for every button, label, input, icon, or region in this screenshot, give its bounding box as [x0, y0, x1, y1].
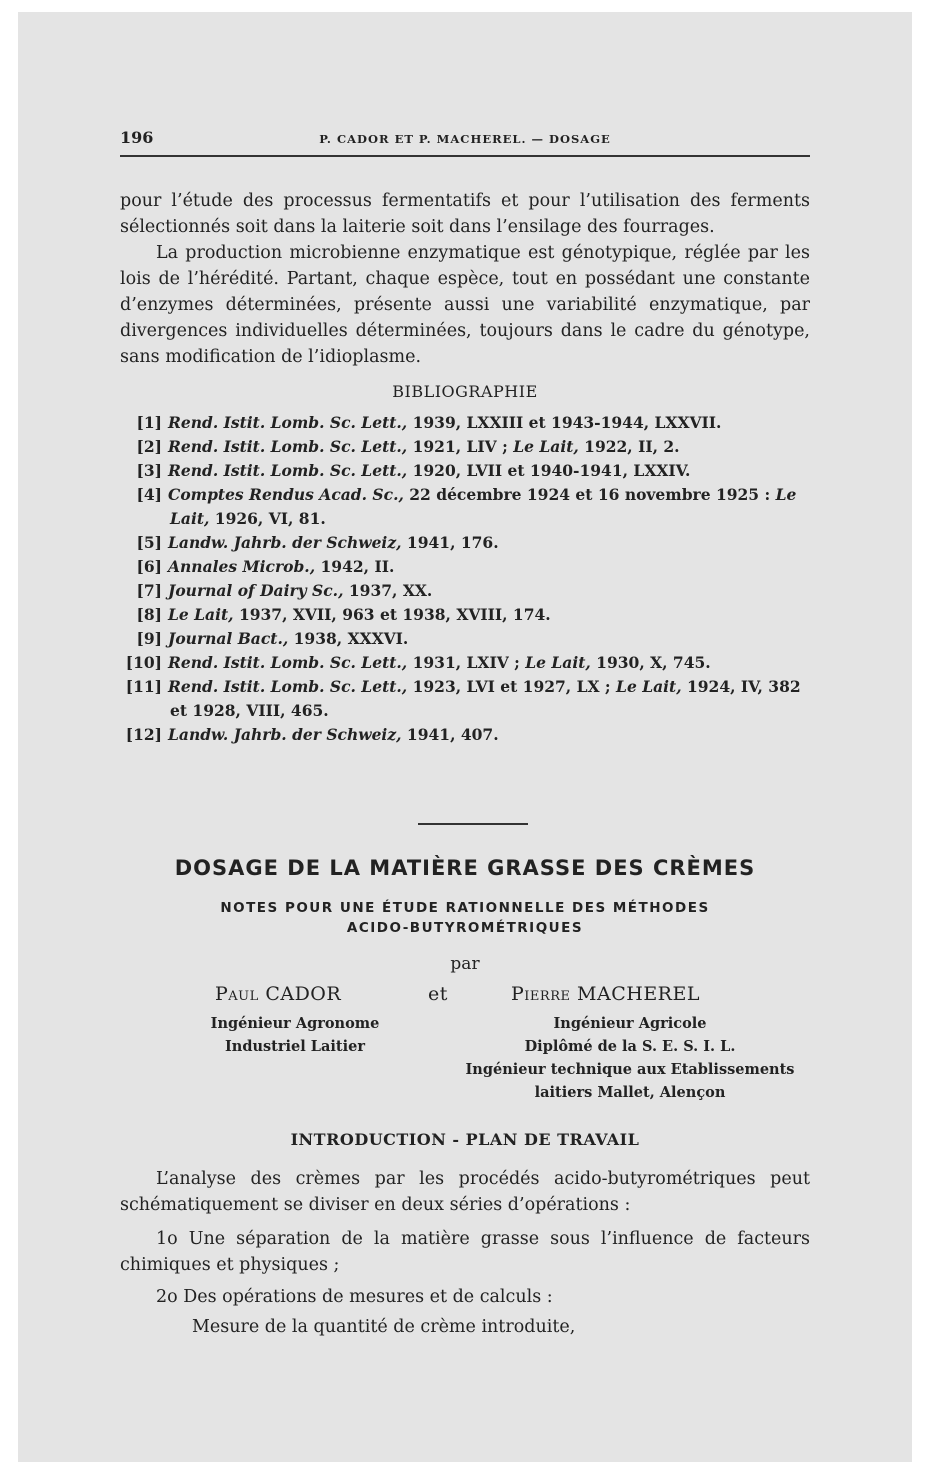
reference-details: 1937, XX. [343, 581, 433, 600]
introduction-text [120, 1166, 810, 1340]
reference-number: [6] [136, 557, 162, 576]
reference-source: Journal of Dairy Sc., [168, 581, 344, 600]
bibliography-entry [120, 411, 810, 435]
bibliography-entry [120, 579, 810, 603]
header-rule [120, 155, 810, 157]
subtitle-line-2: ACIDO-BUTYROMÉTRIQUES [346, 920, 584, 936]
article-subtitle [120, 898, 810, 938]
subtitle-line-1: NOTES POUR UNE ÉTUDE RATIONNELLE DES MÉTHODES [220, 900, 710, 916]
author-first-name: Pierre [511, 983, 571, 1005]
bibliography-entry [120, 435, 810, 459]
reference-details: 1941, 176. [401, 533, 499, 552]
reference-source: Rend. Istit. Lomb. Sc. Lett., [168, 653, 408, 672]
by-line: par [450, 954, 480, 974]
affiliation-line: Diplômé de la S. E. S. I. L. [524, 1038, 736, 1055]
reference-source: Landw. Jahrb. der Schweiz, [168, 533, 402, 552]
affiliation-line: Ingénieur Agronome [210, 1015, 380, 1032]
reference-source: Rend. Istit. Lomb. Sc. Lett., [168, 437, 408, 456]
affiliation-macherel [430, 1012, 830, 1104]
reference-number: [3] [136, 461, 162, 480]
reference-details: 1924, IV, 382 et 1928, VIII, 465. [170, 677, 801, 720]
reference-number: [12] [125, 725, 162, 744]
bibliography-entry [120, 675, 810, 723]
reference-source: Le Lait, [525, 653, 591, 672]
author-first-name: Paul [215, 983, 259, 1005]
article-title: DOSAGE DE LA MATIÈRE GRASSE DES CRÈMES [174, 856, 756, 880]
author-cador [215, 983, 341, 1005]
reference-source: Journal Bact., [168, 629, 289, 648]
reference-source: Le Lait, [513, 437, 579, 456]
bibliography-list [120, 411, 810, 747]
reference-details: 1937, XVII, 963 et 1938, XVIII, 174. [233, 605, 551, 624]
reference-details: 1938, XXXVI. [288, 629, 409, 648]
reference-details: 1939, LXXIII et 1943-1944, LXXVII. [407, 413, 722, 432]
affiliation-line: Ingénieur technique aux Etablissements [465, 1061, 795, 1078]
bibliography-entry [120, 603, 810, 627]
intro-paragraph-1: L’analyse des crèmes par les procédés acido-butyrométriques peut schématiquement se diviser en deux séries d’opérations : [120, 1169, 810, 1215]
intro-paragraph-2: 1o Une séparation de la matière grasse sous l’influence de facteurs chimiques et physiques ; [120, 1229, 810, 1275]
reference-number: [2] [136, 437, 162, 456]
reference-details: 1920, LVII et 1940-1941, LXXIV. [407, 461, 691, 480]
reference-number: [8] [136, 605, 162, 624]
affiliation-line: Industriel Laitier [225, 1038, 365, 1055]
reference-number: [5] [136, 533, 162, 552]
reference-number: [7] [136, 581, 162, 600]
reference-number: [9] [136, 629, 162, 648]
author-last-name: MACHEREL [577, 983, 700, 1005]
bibliography-entry [120, 627, 810, 651]
reference-details: 1921, LIV ; [407, 437, 514, 456]
continued-text [120, 188, 810, 747]
bibliography-entry [120, 651, 810, 675]
reference-details: 22 décembre 1924 et 16 novembre 1925 : [403, 485, 776, 504]
running-title: P. CADOR ET P. MACHEREL. — DOSAGE [319, 132, 611, 146]
affiliation-line: laitiers Mallet, Alençon [534, 1084, 726, 1101]
page-number: 196 [120, 128, 154, 147]
affiliation-line: Ingénieur Agricole [553, 1015, 707, 1032]
paragraph-enzymatic: La production microbienne enzymatique est génotypique, réglée par les lois de l’hérédité. Partant, chaque espèce, tout en possédant une constante d’enzymes déterminées, présente aussi une variabilité enzymatique, par divergences individuelles déterminées, toujours dans le cadre du génotype, sans modification de l’idioplasme. [120, 243, 810, 367]
reference-details: 1941, 407. [401, 725, 499, 744]
reference-source: Rend. Istit. Lomb. Sc. Lett., [168, 677, 408, 696]
reference-source: Comptes Rendus Acad. Sc., [168, 485, 404, 504]
reference-source: Rend. Istit. Lomb. Sc. Lett., [168, 461, 408, 480]
bibliography-entry [120, 531, 810, 555]
reference-source: Annales Microb., [168, 557, 316, 576]
reference-source: Le Lait, [616, 677, 682, 696]
reference-details: 1926, VI, 81. [209, 509, 326, 528]
bibliography-heading: BIBLIOGRAPHIE [392, 382, 538, 401]
running-header [120, 128, 810, 147]
reference-number: [11] [125, 677, 162, 696]
reference-source: Le Lait, [168, 605, 234, 624]
reference-details: 1922, II, 2. [578, 437, 680, 456]
reference-number: [1] [136, 413, 162, 432]
reference-number: [10] [125, 653, 162, 672]
reference-details: 1931, LXIV ; [407, 653, 526, 672]
reference-source: Rend. Istit. Lomb. Sc. Lett., [168, 413, 408, 432]
reference-source: Landw. Jahrb. der Schweiz, [168, 725, 402, 744]
bibliography-entry [120, 723, 810, 747]
author-macherel [511, 983, 700, 1005]
and-word: et [428, 983, 448, 1005]
bibliography-entry [120, 459, 810, 483]
affiliation-cador [190, 1012, 400, 1058]
section-heading: INTRODUCTION - PLAN DE TRAVAIL [290, 1130, 640, 1149]
intro-paragraph-4: Mesure de la quantité de crème introduite, [192, 1317, 576, 1337]
reference-source: Le Lait, [170, 485, 797, 528]
reference-details: 1930, X, 745. [590, 653, 711, 672]
reference-details: 1923, LVI et 1927, LX ; [407, 677, 617, 696]
paragraph-continuation: pour l’étude des processus fermentatifs et pour l’utilisation des ferments sélectionnés soit dans la laiterie soit dans l’ensilage des fourrages. [120, 191, 810, 237]
section-separator [418, 823, 528, 825]
reference-number: [4] [136, 485, 162, 504]
bibliography-entry [120, 483, 810, 531]
reference-details: 1942, II. [315, 557, 395, 576]
intro-paragraph-3: 2o Des opérations de mesures et de calculs : [156, 1287, 553, 1307]
bibliography-entry [120, 555, 810, 579]
author-last-name: CADOR [265, 983, 342, 1005]
